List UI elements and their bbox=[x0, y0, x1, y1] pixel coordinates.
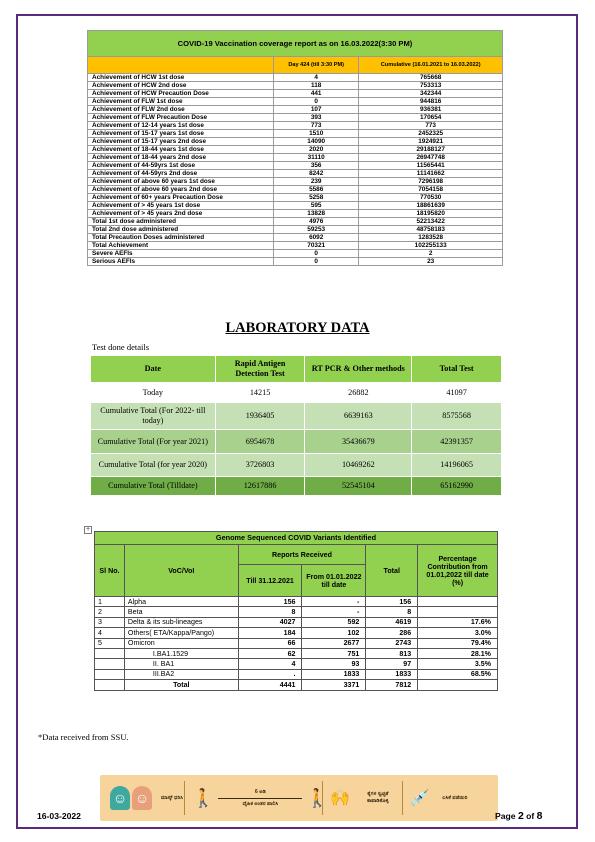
genome-cell-pct: 3.0% bbox=[418, 628, 498, 638]
vaccination-cell-cum: 11565441 bbox=[359, 162, 503, 170]
genome-cell-total: 2743 bbox=[366, 638, 418, 648]
genome-cell-total: 1833 bbox=[366, 669, 418, 679]
vaccination-row bbox=[88, 234, 503, 242]
genome-cell-total: 7812 bbox=[366, 680, 418, 690]
lab-header-total: Total Test bbox=[412, 356, 502, 383]
genome-header-from: From 01.01.2022 till date bbox=[302, 565, 366, 597]
genome-cell-sl: 1 bbox=[95, 597, 125, 607]
banner-divider bbox=[322, 781, 323, 815]
vaccination-row bbox=[88, 90, 503, 98]
vaccination-cell-cum: 52213422 bbox=[359, 218, 503, 226]
genome-cell-pct: 79.4% bbox=[418, 638, 498, 648]
vaccination-row bbox=[88, 250, 503, 258]
genome-cell-from: 2677 bbox=[302, 638, 366, 648]
vaccination-cell-day: 14090 bbox=[274, 138, 359, 146]
table-move-handle-icon[interactable]: + bbox=[85, 526, 91, 533]
vaccination-cell-label: Achievement of > 45 years 1st dose bbox=[88, 202, 274, 210]
genome-row bbox=[95, 638, 498, 648]
vaccination-cell-cum: 1283528 bbox=[359, 234, 503, 242]
lab-row-label: Cumulative Total (Tilldate) bbox=[91, 477, 216, 496]
vaccination-cell-cum: 765668 bbox=[359, 74, 503, 82]
genome-row bbox=[95, 617, 498, 627]
vaccination-cell-label: Achievement of 18-44 years 2nd dose bbox=[88, 154, 274, 162]
vaccination-cell-cum: 26947748 bbox=[359, 154, 503, 162]
genome-cell-total: 286 bbox=[366, 628, 418, 638]
vaccination-row bbox=[88, 98, 503, 106]
masked-person-icon: ☺ bbox=[110, 786, 130, 810]
vaccination-cell-cum: 1924921 bbox=[359, 138, 503, 146]
vaccination-table bbox=[87, 30, 503, 266]
vaccination-cell-day: 393 bbox=[274, 114, 359, 122]
genome-cell-name: Omicron bbox=[124, 638, 238, 648]
vaccination-cell-cum: 170654 bbox=[359, 114, 503, 122]
vaccination-title: COVID-19 Vaccination coverage report as on 16.03.2022(3:30 PM) bbox=[88, 31, 503, 57]
genome-cell-sl: 3 bbox=[95, 617, 125, 627]
lab-row-total: 65162990 bbox=[412, 477, 502, 496]
vaccination-cell-label: Achievement of 15-17 years 2nd dose bbox=[88, 138, 274, 146]
lab-row-rat: 1936405 bbox=[215, 403, 305, 430]
lab-row-total: 42391357 bbox=[412, 430, 502, 454]
genome-cell-sl: 5 bbox=[95, 638, 125, 648]
lab-row-total: 41097 bbox=[412, 383, 502, 403]
banner-distance-bottom: ದೈಹಿಕ ಅಂತರ ಪಾಲಿಸಿ bbox=[242, 800, 279, 807]
genome-header-till: Till 31.12.2021 bbox=[238, 565, 302, 597]
vaccination-cell-label: Achievement of above 60 years 1st dose bbox=[88, 178, 274, 186]
lab-row-rtpcr: 10469262 bbox=[305, 454, 412, 477]
vaccination-cell-day: 4 bbox=[274, 74, 359, 82]
genome-row bbox=[95, 597, 498, 607]
vaccination-cell-cum: 2452325 bbox=[359, 130, 503, 138]
genome-cell-name: Beta bbox=[124, 607, 238, 617]
lab-row-rtpcr: 26882 bbox=[305, 383, 412, 403]
vaccination-cell-cum: 48758183 bbox=[359, 226, 503, 234]
genome-cell-name: Total bbox=[124, 680, 238, 690]
page-mid: of bbox=[523, 811, 537, 821]
vaccination-cell-cum: 29188127 bbox=[359, 146, 503, 154]
vaccination-cell-day: 6092 bbox=[274, 234, 359, 242]
genome-cell-sl bbox=[95, 648, 125, 658]
genome-cell-till: 66 bbox=[238, 638, 302, 648]
genome-cell-from: - bbox=[302, 597, 366, 607]
vaccination-cell-day: 31110 bbox=[274, 154, 359, 162]
vaccination-cell-day: 239 bbox=[274, 178, 359, 186]
vaccination-row bbox=[88, 74, 503, 82]
genome-cell-from: 93 bbox=[302, 659, 366, 669]
genome-cell-name: Delta & its sub-lineages bbox=[124, 617, 238, 627]
vaccination-cell-cum: 773 bbox=[359, 122, 503, 130]
vaccination-row bbox=[88, 178, 503, 186]
lab-row-rat: 6954678 bbox=[215, 430, 305, 454]
page-current: 2 bbox=[517, 810, 524, 822]
banner-distance-segment bbox=[192, 781, 329, 815]
genome-cell-till: . bbox=[238, 669, 302, 679]
genome-cell-from: 751 bbox=[302, 648, 366, 658]
genome-cell-pct bbox=[418, 680, 498, 690]
vaccination-cell-cum: 770530 bbox=[359, 194, 503, 202]
genome-cell-total: 156 bbox=[366, 597, 418, 607]
lab-row-2020 bbox=[91, 454, 502, 477]
genome-cell-pct: 68.5% bbox=[418, 669, 498, 679]
vaccination-row bbox=[88, 106, 503, 114]
vaccination-cell-cum: 2 bbox=[359, 250, 503, 258]
genome-cell-from: 102 bbox=[302, 628, 366, 638]
vaccination-cell-label: Serious AEFIs bbox=[88, 258, 274, 266]
lab-row-label: Cumulative Total (For year 2021) bbox=[91, 430, 216, 454]
vaccination-row bbox=[88, 122, 503, 130]
vaccination-cell-label: Achievement of HCW 2nd dose bbox=[88, 82, 274, 90]
vaccination-row bbox=[88, 162, 503, 170]
banner-vaccine-text: ಲಸಿಕೆ ಪಡೆಯಿರಿ bbox=[442, 794, 468, 801]
data-source-note: *Data received from SSU. bbox=[38, 732, 129, 742]
lab-header-rtpcr: RT PCR & Other methods bbox=[305, 356, 412, 383]
vaccination-header-blank bbox=[88, 57, 274, 74]
vaccination-cell-cum: 936381 bbox=[359, 106, 503, 114]
vaccination-cell-cum: 753313 bbox=[359, 82, 503, 90]
vaccination-cell-cum: 342344 bbox=[359, 90, 503, 98]
vaccination-row bbox=[88, 210, 503, 218]
vaccination-header-day: Day 424 (till 3:30 PM) bbox=[274, 57, 359, 74]
vaccination-cell-day: 0 bbox=[274, 258, 359, 266]
genome-header-percentage: Percentage Contribution from 01.01,2022 till date (%) bbox=[418, 545, 498, 597]
vaccination-row bbox=[88, 146, 503, 154]
vaccination-cell-label: Severe AEFIs bbox=[88, 250, 274, 258]
lab-row-tilldate bbox=[91, 477, 502, 496]
vaccination-cell-day: 595 bbox=[274, 202, 359, 210]
genome-cell-name: Others( ETA/Kappa/Pango) bbox=[124, 628, 238, 638]
genome-cell-till: 4441 bbox=[238, 680, 302, 690]
laboratory-header-row bbox=[91, 356, 502, 383]
vaccination-row bbox=[88, 186, 503, 194]
vaccination-cell-cum: 944816 bbox=[359, 98, 503, 106]
lab-row-rat: 3726803 bbox=[215, 454, 305, 477]
vaccination-cell-label: Total 1st dose administered bbox=[88, 218, 274, 226]
lab-row-total: 14196065 bbox=[412, 454, 502, 477]
lab-row-rtpcr: 6639163 bbox=[305, 403, 412, 430]
person-icon: 🚶 bbox=[306, 787, 329, 808]
vaccination-cell-day: 107 bbox=[274, 106, 359, 114]
vaccination-row bbox=[88, 226, 503, 234]
genome-cell-total: 8 bbox=[366, 607, 418, 617]
lab-row-today bbox=[91, 383, 502, 403]
banner-divider bbox=[184, 781, 185, 815]
vaccination-cell-day: 13828 bbox=[274, 210, 359, 218]
vaccination-cell-day: 0 bbox=[274, 250, 359, 258]
vaccination-cell-cum: 18195820 bbox=[359, 210, 503, 218]
laboratory-title: LABORATORY DATA bbox=[225, 320, 370, 336]
vaccination-cell-day: 0 bbox=[274, 98, 359, 106]
lab-row-rat: 14215 bbox=[215, 383, 305, 403]
page-number bbox=[495, 810, 543, 822]
genome-table bbox=[94, 531, 498, 691]
genome-row bbox=[95, 680, 498, 690]
vaccination-cell-label: Achievement of FLW 1st dose bbox=[88, 98, 274, 106]
vaccination-row bbox=[88, 242, 503, 250]
vaccination-cell-label: Achievement of 44-59yrs 2nd dose bbox=[88, 170, 274, 178]
vaccination-cell-label: Total 2nd dose administered bbox=[88, 226, 274, 234]
laboratory-subtitle: Test done details bbox=[92, 342, 150, 352]
vaccination-row bbox=[88, 114, 503, 122]
genome-cell-pct: 17.6% bbox=[418, 617, 498, 627]
vaccination-cell-day: 1510 bbox=[274, 130, 359, 138]
lab-row-2022 bbox=[91, 403, 502, 430]
vaccination-title-row bbox=[88, 31, 503, 57]
vaccination-row bbox=[88, 138, 503, 146]
genome-cell-total: 4619 bbox=[366, 617, 418, 627]
lab-row-2021 bbox=[91, 430, 502, 454]
lab-row-label: Cumulative Total (For 2022- till today) bbox=[91, 403, 216, 430]
genome-cell-name: I.BA1.1529 bbox=[124, 648, 238, 658]
vaccination-cell-day: 59253 bbox=[274, 226, 359, 234]
genome-row bbox=[95, 607, 498, 617]
vaccination-header-cumulative: Cumulative (16.01.2021 to 16.03.2022) bbox=[359, 57, 503, 74]
masked-person-icon: ☺ bbox=[132, 786, 152, 810]
vaccination-cell-day: 4976 bbox=[274, 218, 359, 226]
vaccination-cell-label: Achievement of 15-17 years 1st dose bbox=[88, 130, 274, 138]
banner-mask-text: ಮಾಸ್ಕ್ ಧರಿಸಿ bbox=[161, 794, 183, 801]
genome-cell-name: III.BA2 bbox=[124, 669, 238, 679]
genome-row bbox=[95, 628, 498, 638]
genome-cell-till: 4027 bbox=[238, 617, 302, 627]
lab-row-label: Cumulative Total (for year 2020) bbox=[91, 454, 216, 477]
page-prefix: Page bbox=[495, 811, 518, 821]
vaccination-cell-cum: 7054158 bbox=[359, 186, 503, 194]
vaccination-row bbox=[88, 218, 503, 226]
genome-header-row bbox=[95, 545, 498, 565]
banner-distance-center bbox=[214, 789, 306, 808]
genome-row bbox=[95, 648, 498, 658]
genome-cell-sl bbox=[95, 659, 125, 669]
vaccination-row bbox=[88, 82, 503, 90]
vaccination-cell-cum: 7296198 bbox=[359, 178, 503, 186]
banner-distance-top: 6 ಅಡಿ bbox=[254, 788, 266, 795]
genome-cell-till: 156 bbox=[238, 597, 302, 607]
genome-cell-pct bbox=[418, 607, 498, 617]
banner-handwash-segment bbox=[330, 781, 400, 815]
laboratory-table bbox=[90, 355, 502, 496]
genome-cell-till: 62 bbox=[238, 648, 302, 658]
banner-mask-segment bbox=[110, 781, 186, 815]
vaccination-cell-label: Achievement of > 45 years 2nd dose bbox=[88, 210, 274, 218]
banner-vaccine-segment bbox=[410, 781, 472, 815]
genome-row bbox=[95, 669, 498, 679]
genome-title-row bbox=[95, 532, 498, 545]
banner-divider bbox=[402, 781, 403, 815]
vaccination-cell-day: 5586 bbox=[274, 186, 359, 194]
lab-row-rtpcr: 52545104 bbox=[305, 477, 412, 496]
vaccination-cell-label: Achievement of 18-44 years 1st dose bbox=[88, 146, 274, 154]
person-icon: 🚶 bbox=[192, 787, 215, 808]
safety-banner bbox=[100, 775, 498, 821]
genome-cell-name: Alpha bbox=[124, 597, 238, 607]
vaccination-cell-label: Achievement of 60+ years Precaution Dose bbox=[88, 194, 274, 202]
vaccination-cell-label: Achievement of above 60 years 2nd dose bbox=[88, 186, 274, 194]
genome-cell-pct bbox=[418, 597, 498, 607]
genome-title: Genome Sequenced COVID Variants Identified bbox=[95, 532, 498, 545]
vaccination-row bbox=[88, 202, 503, 210]
genome-cell-sl bbox=[95, 680, 125, 690]
genome-header-sl: Sl No. bbox=[95, 545, 125, 597]
vaccination-cell-cum: 102255133 bbox=[359, 242, 503, 250]
lab-row-total: 8575568 bbox=[412, 403, 502, 430]
vaccination-row bbox=[88, 194, 503, 202]
vaccination-icon: 💉 bbox=[410, 790, 430, 807]
genome-cell-till: 184 bbox=[238, 628, 302, 638]
genome-cell-total: 813 bbox=[366, 648, 418, 658]
genome-cell-total: 97 bbox=[366, 659, 418, 669]
genome-cell-sl: 2 bbox=[95, 607, 125, 617]
genome-cell-till: 4 bbox=[238, 659, 302, 669]
vaccination-cell-label: Achievement of HCW Precaution Dose bbox=[88, 90, 274, 98]
vaccination-cell-day: 441 bbox=[274, 90, 359, 98]
vaccination-row bbox=[88, 258, 503, 266]
vaccination-cell-cum: 23 bbox=[359, 258, 503, 266]
vaccination-cell-day: 5258 bbox=[274, 194, 359, 202]
genome-cell-name: II. BA1 bbox=[124, 659, 238, 669]
vaccination-row bbox=[88, 170, 503, 178]
genome-cell-from: 1833 bbox=[302, 669, 366, 679]
vaccination-cell-day: 356 bbox=[274, 162, 359, 170]
vaccination-row bbox=[88, 154, 503, 162]
vaccination-cell-cum: 11141662 bbox=[359, 170, 503, 178]
vaccination-cell-label: Total Precaution Doses administered bbox=[88, 234, 274, 242]
lab-header-date: Date bbox=[91, 356, 216, 383]
distance-arrow-icon bbox=[218, 798, 302, 799]
lab-row-rtpcr: 35436679 bbox=[305, 430, 412, 454]
genome-cell-sl: 4 bbox=[95, 628, 125, 638]
lab-row-label: Today bbox=[91, 383, 216, 403]
vaccination-header-row bbox=[88, 57, 503, 74]
lab-header-rat: Rapid Antigen Detection Test bbox=[215, 356, 305, 383]
genome-cell-till: 8 bbox=[238, 607, 302, 617]
vaccination-cell-day: 773 bbox=[274, 122, 359, 130]
vaccination-cell-day: 8242 bbox=[274, 170, 359, 178]
lab-row-rat: 12617886 bbox=[215, 477, 305, 496]
genome-header-voc: VoC/VoI bbox=[124, 545, 238, 597]
genome-header-reports: Reports Received bbox=[238, 545, 366, 565]
vaccination-cell-day: 118 bbox=[274, 82, 359, 90]
vaccination-cell-cum: 18861639 bbox=[359, 202, 503, 210]
vaccination-cell-label: Achievement of FLW Precaution Dose bbox=[88, 114, 274, 122]
genome-cell-from: 3371 bbox=[302, 680, 366, 690]
banner-handwash-text: ಕೈಗಳ ಸ್ವಚ್ಛತೆ ಕಾಪಾಡಿಕೊಳ್ಳಿ bbox=[367, 791, 389, 804]
genome-cell-pct: 28.1% bbox=[418, 648, 498, 658]
genome-header-total: Total bbox=[366, 545, 418, 597]
vaccination-cell-label: Achievement of FLW 2nd dose bbox=[88, 106, 274, 114]
vaccination-cell-label: Achievement of 44-59yrs 1st dose bbox=[88, 162, 274, 170]
genome-cell-pct: 3.5% bbox=[418, 659, 498, 669]
vaccination-cell-label: Achievement of HCW 1st dose bbox=[88, 74, 274, 82]
vaccination-cell-day: 2020 bbox=[274, 146, 359, 154]
genome-cell-sl bbox=[95, 669, 125, 679]
handwash-icon: 🙌 bbox=[330, 790, 350, 807]
vaccination-cell-label: Achievement of 12-14 years 1st dose bbox=[88, 122, 274, 130]
genome-row bbox=[95, 659, 498, 669]
vaccination-cell-day: 70321 bbox=[274, 242, 359, 250]
report-date: 16-03-2022 bbox=[37, 811, 81, 821]
vaccination-cell-label: Total Achievement bbox=[88, 242, 274, 250]
vaccination-row bbox=[88, 130, 503, 138]
genome-cell-from: - bbox=[302, 607, 366, 617]
genome-cell-from: 592 bbox=[302, 617, 366, 627]
page-total: 8 bbox=[536, 810, 543, 822]
